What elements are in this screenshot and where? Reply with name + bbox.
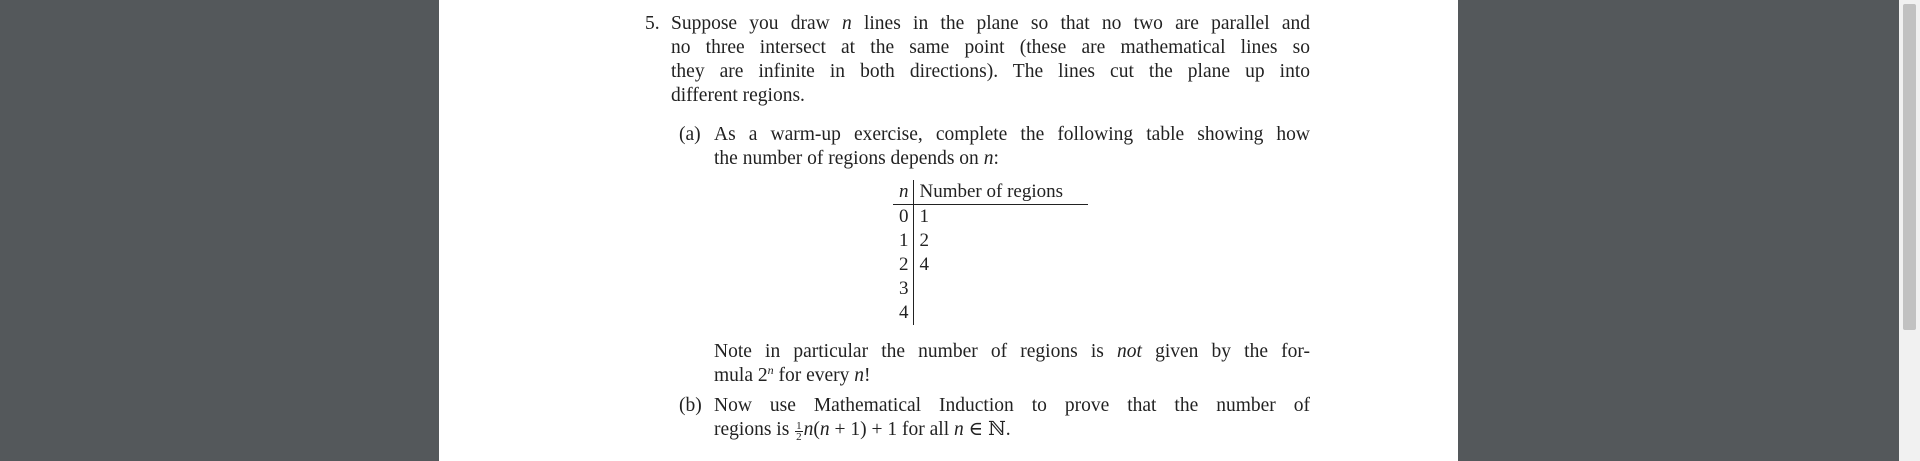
table-row bbox=[893, 253, 1088, 277]
table-cell-n: 1 bbox=[893, 229, 913, 253]
note-line-1: Note in particular the number of regions is not given by the for- bbox=[714, 341, 1310, 362]
table-row bbox=[893, 277, 1088, 301]
table-cell-n: 2 bbox=[893, 253, 913, 277]
intro-line-2: no three intersect at the same point (these are mathematical lines so bbox=[671, 37, 1310, 58]
part-b-line-2: regions is $\frac{1}{2}$ n(n + 1) + 1 for all n ∈ ℕ. bbox=[714, 419, 1011, 443]
problem-number: 5. bbox=[645, 13, 660, 34]
regions-table bbox=[893, 180, 1088, 325]
table-cell-regions: 1 bbox=[919, 206, 929, 227]
table-header-n: n bbox=[893, 180, 913, 205]
table-cell-regions bbox=[913, 301, 1088, 325]
table-cell-n: 3 bbox=[893, 277, 913, 301]
table-cell-regions bbox=[913, 277, 1088, 301]
table-row bbox=[893, 301, 1088, 325]
table-cell-regions: 4 bbox=[919, 254, 929, 275]
part-a-label: (a) bbox=[679, 124, 701, 145]
part-a-line-1: As a warm-up exercise, complete the following table showing how bbox=[714, 124, 1310, 145]
table-cell-n: 0 bbox=[893, 205, 913, 230]
intro-line-4: different regions. bbox=[671, 85, 805, 106]
intro-line-1: Suppose you draw n lines in the plane so that no two are parallel and bbox=[671, 13, 1310, 34]
vertical-scrollbar[interactable] bbox=[1899, 0, 1920, 461]
part-a-line-2: the number of regions depends on n: bbox=[714, 148, 999, 169]
table-row bbox=[893, 229, 1088, 253]
scrollbar-thumb[interactable] bbox=[1903, 4, 1916, 330]
table-header-regions: Number of regions bbox=[913, 180, 1088, 205]
note-line-2: mula 2$^n$ for every n! bbox=[714, 363, 871, 386]
table-cell-n: 4 bbox=[893, 301, 913, 325]
part-b-line-1: Now use Mathematical Induction to prove that the number of bbox=[714, 395, 1310, 416]
table-row bbox=[893, 205, 1088, 230]
fraction-one-half: $\frac{1}{2}$ bbox=[796, 420, 802, 443]
intro-line-3: they are infinite in both directions). The lines cut the plane up into bbox=[671, 61, 1310, 82]
part-b-label: (b) bbox=[679, 395, 702, 416]
table-cell-regions: 2 bbox=[919, 230, 929, 251]
